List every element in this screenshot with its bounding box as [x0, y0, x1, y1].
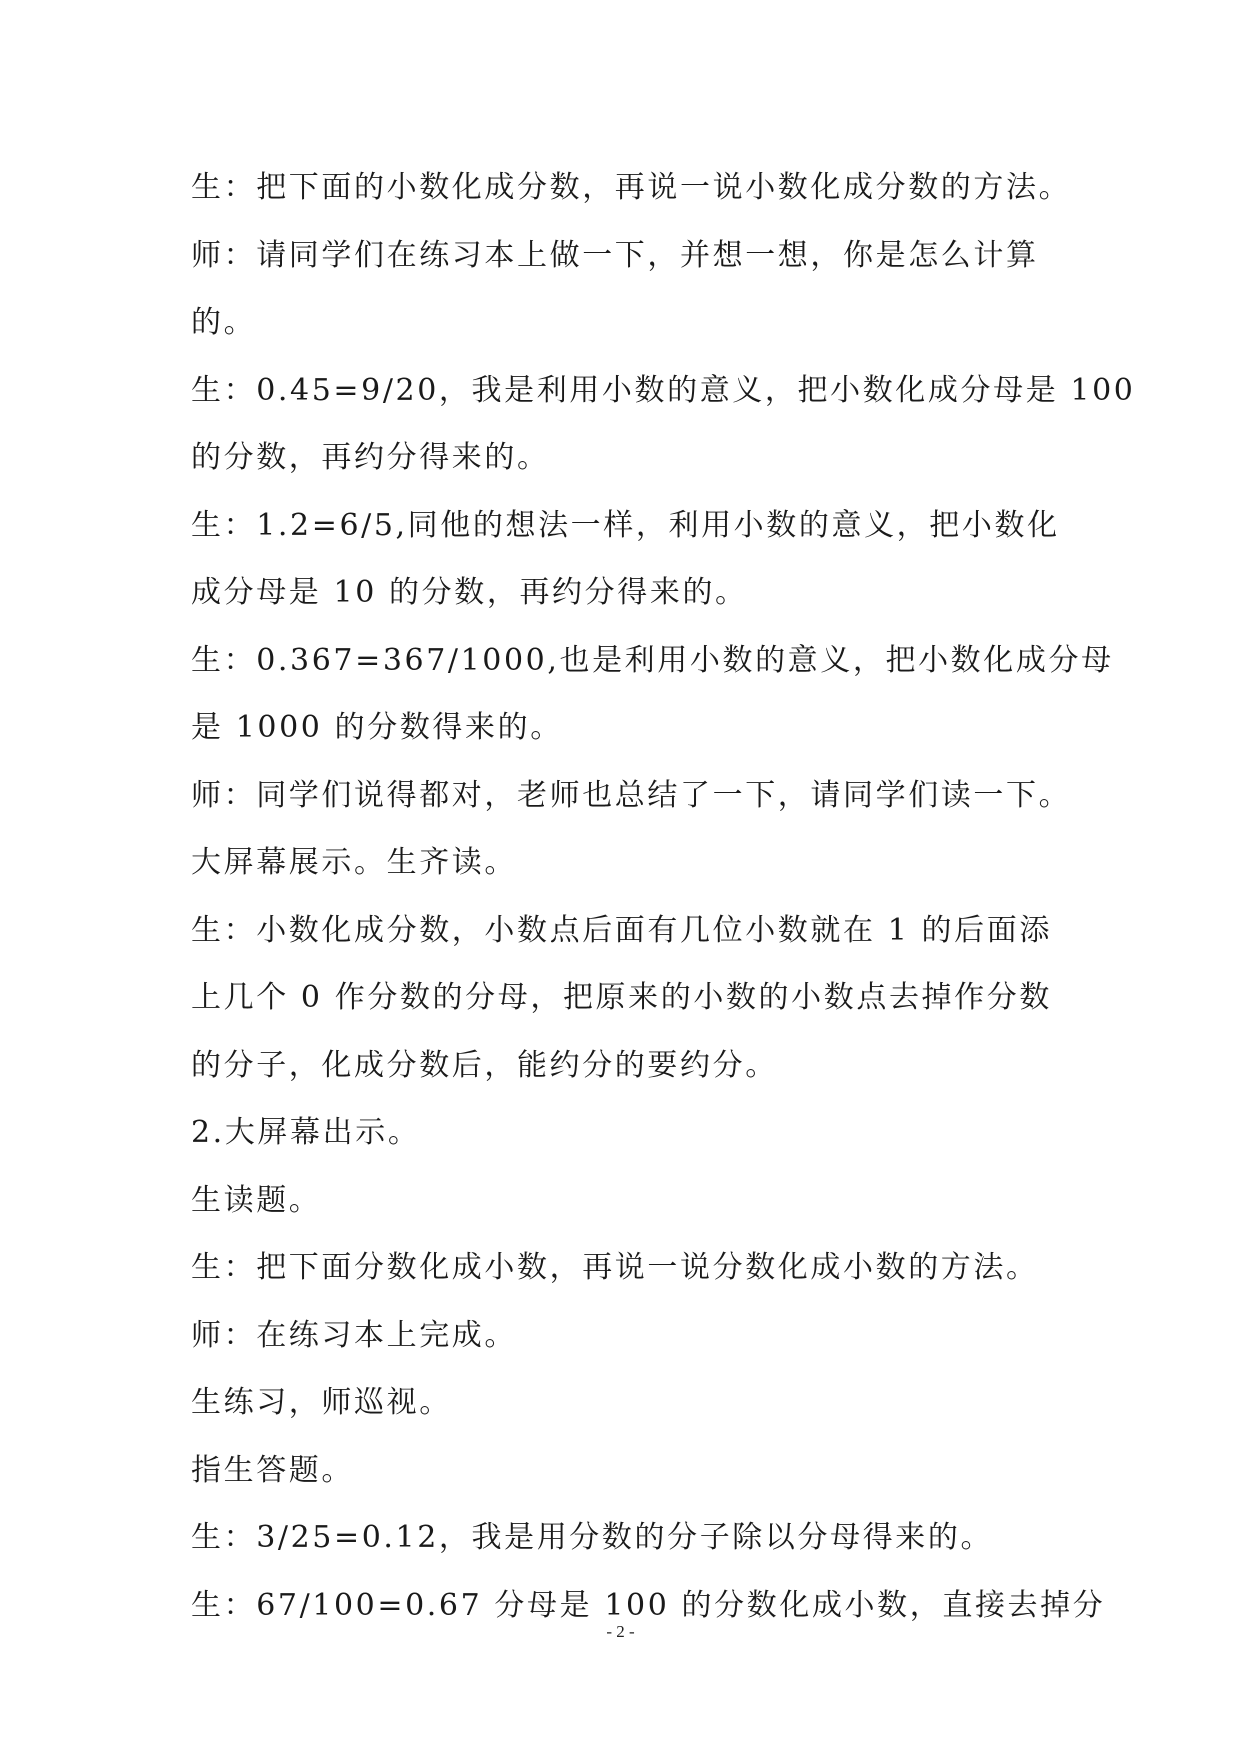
page-number: - 2 -	[606, 1622, 635, 1641]
text-line: 的分数，再约分得来的。	[191, 440, 550, 475]
document-body	[191, 154, 1136, 1639]
text-line: 生：把下面的小数化成分数，再说一说小数化成分数的方法。	[191, 170, 1072, 205]
text-line: 生：0.367=367/1000,也是利用小数的意义，把小数化成分母	[191, 642, 1114, 678]
text-line: 生练习，师巡视。	[191, 1385, 452, 1420]
text-line: 的分子，化成分数后，能约分的要约分。	[191, 1047, 778, 1083]
text-line: 的。	[191, 305, 257, 340]
text-line: 生：67/100=0.67 分母是 100 的分数化成小数，直接去掉分	[191, 1587, 1106, 1623]
text-line: 2.大屏幕出示。	[191, 1115, 421, 1150]
text-line: 师：在练习本上完成。	[191, 1317, 517, 1353]
text-line: 生：小数化成分数，小数点后面有几位小数就在 1 的后面添	[191, 912, 1052, 948]
text-line: 生：0.45=9/20，我是利用小数的意义，把小数化成分母是 100	[191, 372, 1136, 408]
text-line: 生读题。	[191, 1182, 322, 1218]
text-line: 生：1.2=6/5,同他的想法一样，利用小数的意义，把小数化	[191, 507, 1060, 543]
text-line: 成分母是 10 的分数，再约分得来的。	[191, 575, 748, 610]
text-line: 生：把下面分数化成小数，再说一说分数化成小数的方法。	[191, 1250, 1039, 1285]
text-line: 上几个 0 作分数的分母，把原来的小数的小数点去掉作分数	[191, 980, 1052, 1015]
text-line: 师：同学们说得都对，老师也总结了一下，请同学们读一下。	[191, 777, 1072, 813]
text-line: 师：请同学们在练习本上做一下，并想一想，你是怎么计算	[191, 237, 1039, 273]
text-line: 指生答题。	[191, 1452, 354, 1488]
text-line: 大屏幕展示。生齐读。	[191, 845, 517, 880]
text-line: 生：3/25=0.12，我是用分数的分子除以分母得来的。	[191, 1520, 994, 1555]
text-line: 是 1000 的分数得来的。	[191, 710, 563, 745]
